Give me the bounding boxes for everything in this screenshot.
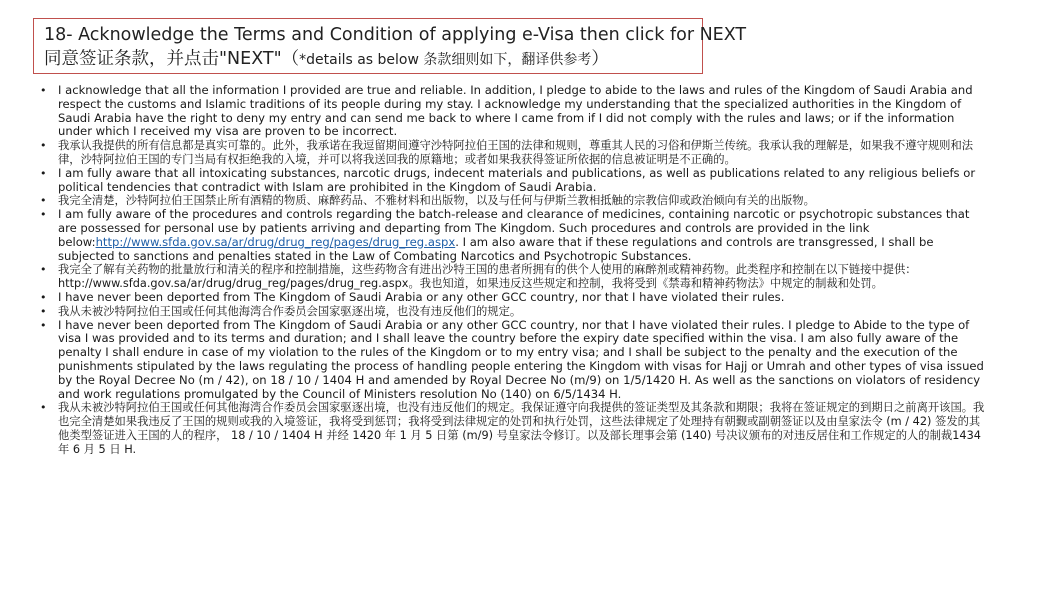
step-title-chinese [44, 47, 702, 72]
term-item-1-chinese: • 我承认我提供的所有信息都是真实可靠的。此外，我承诺在我逗留期间遵守沙特阿拉伯王国的法律和规则，尊重其人民的习俗和伊斯兰传统。我承认我的理解是，如果我不遵守规则和法律，沙特阿拉伯王国的专门当局有权拒绝我的入境，并可以将我送回我的原籍地；或者如果我获得签证所依据的信息被证明是不正确的。 [28, 139, 988, 167]
term-item-5-chinese: • 我从未被沙特阿拉伯王国或任何其他海湾合作委员会国家驱逐出境，也没有违反他们的规定。我保证遵守向我提供的签证类型及其条款和期限；我将在签证规定的到期日之前离开该国。我也完全清楚如果我违反了王国的规则或我的入境签证，我将受到惩罚；我将受到法律规定的处罚和执行处罚，这些法律规定了处理持有朝觐或副朝签证以及由皇家法令 (m / 42) 签发的其他类型签证进入王国的人的程序， 18 / 10 / 1404 H 并经 1420 年 1 月 5 日第 (m/9) 号皇家法令修订。以及部长理事会第 (140) 号决议颁布的对违反居住和工作规定的人的制裁1434 年 6 月 5 日 H. [28, 401, 988, 456]
term-item-3-text-after: . I am also aware that if these regulations and controls are transgressed, I shall be subjected to sanctions and penalties stated in the Law of Combating Narcotics and Psychotropic Substances. [58, 234, 934, 263]
term-item-3-english [28, 208, 988, 263]
step-title-chinese-note: *details as below 条款细则如下，翻译供参考 [299, 52, 592, 68]
term-item-2-chinese: • 我完全清楚，沙特阿拉伯王国禁止所有酒精的物质、麻醉药品、不雅材料和出版物，以及与任何与伊斯兰教相抵触的宗教信仰或政治倾向有关的出版物。 [28, 194, 988, 208]
terms-list [28, 84, 988, 457]
sfda-drug-link[interactable]: http://www.sfda.gov.sa/ar/drug/drug_reg/pages/drug_reg.aspx [95, 234, 456, 249]
step-title-chinese-close: ） [591, 49, 609, 69]
term-item-4-english: • I have never been deported from The Kingdom of Saudi Arabia or any other GCC country, nor that I have violated their rules. [28, 291, 988, 305]
step-title-chinese-main: 同意签证条款，并点击"NEXT"（ [44, 49, 300, 69]
term-item-3-chinese: • 我完全了解有关药物的批量放行和清关的程序和控制措施，这些药物含有进出沙特王国的患者所拥有的供个人使用的麻醉剂或精神药物。此类程序和控制在以下链接中提供：http://www.sfda.gov.sa/ar/drug/drug_reg/pages/drug_reg.aspx。我也知道，如果违反这些规定和控制，我将受到《禁毒和精神药物法》中规定的制裁和处罚。 [28, 263, 988, 291]
term-item-5-english: • I have never been deported from The Kingdom of Saudi Arabia or any other GCC country, nor that I have violated their rules. I pledge to Abide to the type of visa I was provided and to its terms and duration; and I shall leave the country before the expiry date specified within the visa. I am also fully aware of the penalty I shall endure in case of my violation to the rules of the Kingdom or to my entry visa; and I shall be subject to the penalty and the execution of the punishments stipulated by the laws regulating the process of handling people entering the Kingdom with visas for Hajj or Umrah and other types of visa issued by the Royal Decree No (m / 42), on 18 / 10 / 1404 H and amended by Royal Decree No (m/9) on 1/5/1420 H. As well as the sanctions on violators of residency and work regulations promulgated by the Council of Ministers resolution No (140) on 6/5/1434 H. [28, 319, 988, 402]
term-item-2-english: • I am fully aware that all intoxicating substances, narcotic drugs, indecent materials and publications, as well as publications related to any religious beliefs or political tendencies that contradict with Islam are prohibited in the Kingdom of Saudi Arabia. [28, 167, 988, 195]
step-title-box [33, 18, 747, 74]
step-title-english: 18- Acknowledge the Terms and Condition of applying e-Visa then click for NEXT [44, 25, 747, 45]
term-item-3-text-before: I am fully aware of the procedures and controls regarding the batch-release and clearance of medicines, containing narcotic or psychotropic substances that are possessed for personal use by patients arriving and departing from The Kingdom. Such procedures and controls are provided in the link below: [58, 207, 970, 249]
term-item-1-english: • I acknowledge that all the information I provided are true and reliable. In addition, I pledge to abide to the laws and rules of the Kingdom of Saudi Arabia and respect the customs and Islamic traditions of its people during my stay. I acknowledge my understanding that the specialized authorities in the Kingdom of Saudi Arabia have the right to deny my entry and can send me back to where I came from if I did not comply with the rules and laws; or if the information under which I received my visa are proven to be incorrect. [28, 84, 988, 139]
term-item-4-chinese: • 我从未被沙特阿拉伯王国或任何其他海湾合作委员会国家驱逐出境，也没有违反他们的规定。 [28, 305, 988, 319]
